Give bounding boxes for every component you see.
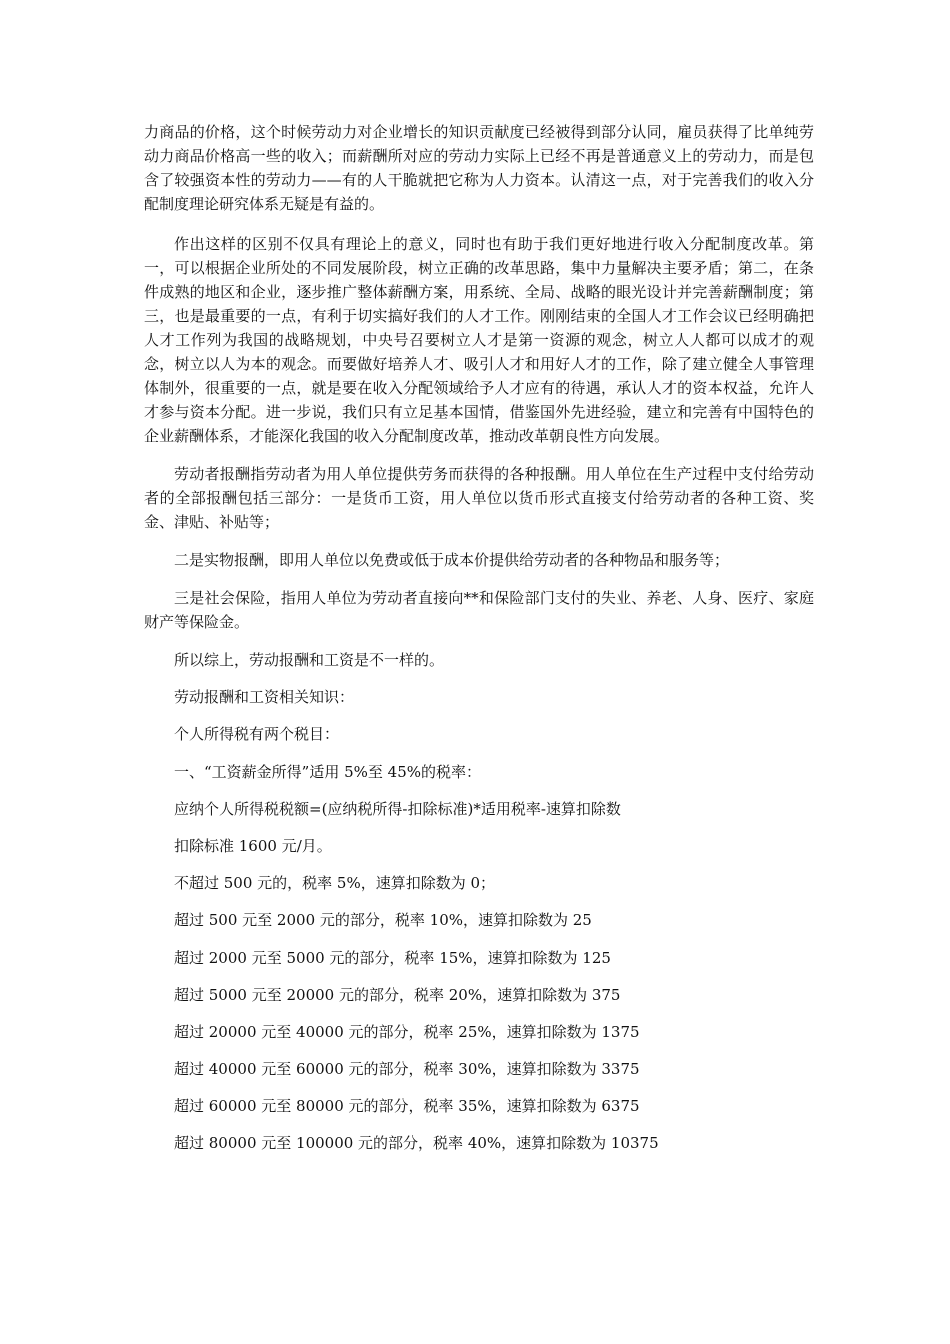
line-wage-rate-heading: 一、“工资薪金所得”适用 5%至 45%的税率： [174,762,482,781]
paragraph-reform: 作出这样的区别不仅具有理论上的意义，同时也有助于我们更好地进行收入分配制度改革。第一，可以根据企业所处的不同发展阶段，树立正确的改革思路，集中力量解决主要矛盾；第二，在条件成熟的地区和企业，逐步推广整体薪酬方案，用系统、全局、战略的眼光设计并完善薪酬制度；第三，也是最重要的一点，有利于切实搞好我们的人才工作。刚刚结束的全国人才工作会议已经明确把人才工作列为我国的战略规划，中央号召要树立人才是第一资源的观念，树立人人都可以成才的观念，树立以人为本的观念。而要做好培养人才、吸引人才和用好人才的工作，除了建立健全人事管理体制外，很重要的一点，就是要在收入分配领域给予人才应有的待遇，承认人才的资本权益，允许人才参与资本分配。进一步说，我们只有立足基本国情，借鉴国外先进经验，建立和完善有中国特色的企业薪酬体系，才能深化我国的收入分配制度改革，推动改革朝良性方向发展。 [144,235,814,445]
document-page [144,120,814,1169]
paragraph-remuneration: 劳动者报酬指劳动者为用人单位提供劳务而获得的各种报酬。用人单位在生产过程中支付给劳动者的全部报酬包括三部分：一是货币工资，用人单位以货币形式直接支付给劳动者的各种工资、奖金、津贴、补贴等； [144,465,814,531]
line-tax-formula: 应纳个人所得税税额=(应纳税所得-扣除标准)*适用税率-速算扣除数 [174,799,621,818]
tax-bracket-line: 超过 20000 元至 40000 元的部分，税率 25%，速算扣除数为 1375 [174,1022,640,1041]
tax-bracket-line: 超过 40000 元至 60000 元的部分，税率 30%，速算扣除数为 3375 [174,1060,640,1079]
tax-bracket-line: 超过 5000 元至 20000 元的部分，税率 20%，速算扣除数为 375 [174,985,621,1004]
line-deduction-standard: 扣除标准 1600 元/月。 [174,836,332,855]
line-tax-items: 个人所得税有两个税目： [174,725,340,744]
tax-bracket-line: 超过 60000 元至 80000 元的部分，税率 35%，速算扣除数为 6375 [174,1097,640,1116]
tax-bracket-line: 超过 2000 元至 5000 元的部分，税率 15%，速算扣除数为 125 [174,948,611,967]
tax-bracket-line: 超过 500 元至 2000 元的部分，税率 10%，速算扣除数为 25 [174,911,592,930]
paragraph-continued: 力商品的价格，这个时候劳动力对企业增长的知识贡献度已经被得到部分认同，雇员获得了比单纯劳动力商品价格高一些的收入；而薪酬所对应的劳动力实际上已经不再是普通意义上的劳动力，而是包含了较强资本性的劳动力——有的人干脆就把它称为人力资本。认清这一点，对于完善我们的收入分配制度理论研究体系无疑是有益的。 [144,123,814,213]
tax-bracket-line: 超过 80000 元至 100000 元的部分，税率 40%，速算扣除数为 10375 [174,1134,659,1153]
line-summary: 所以综上，劳动报酬和工资是不一样的。 [174,651,445,669]
paragraph-in-kind: 二是实物报酬，即用人单位以免费或低于成本价提供给劳动者的各种物品和服务等； [174,551,730,569]
tax-bracket-line: 不超过 500 元的，税率 5%，速算扣除数为 0； [174,874,496,893]
paragraph-insurance: 三是社会保险，指用人单位为劳动者直接向**和保险部门支付的失业、养老、人身、医疗、家庭财产等保险金。 [144,589,814,631]
line-related-knowledge: 劳动报酬和工资相关知识： [174,688,355,707]
